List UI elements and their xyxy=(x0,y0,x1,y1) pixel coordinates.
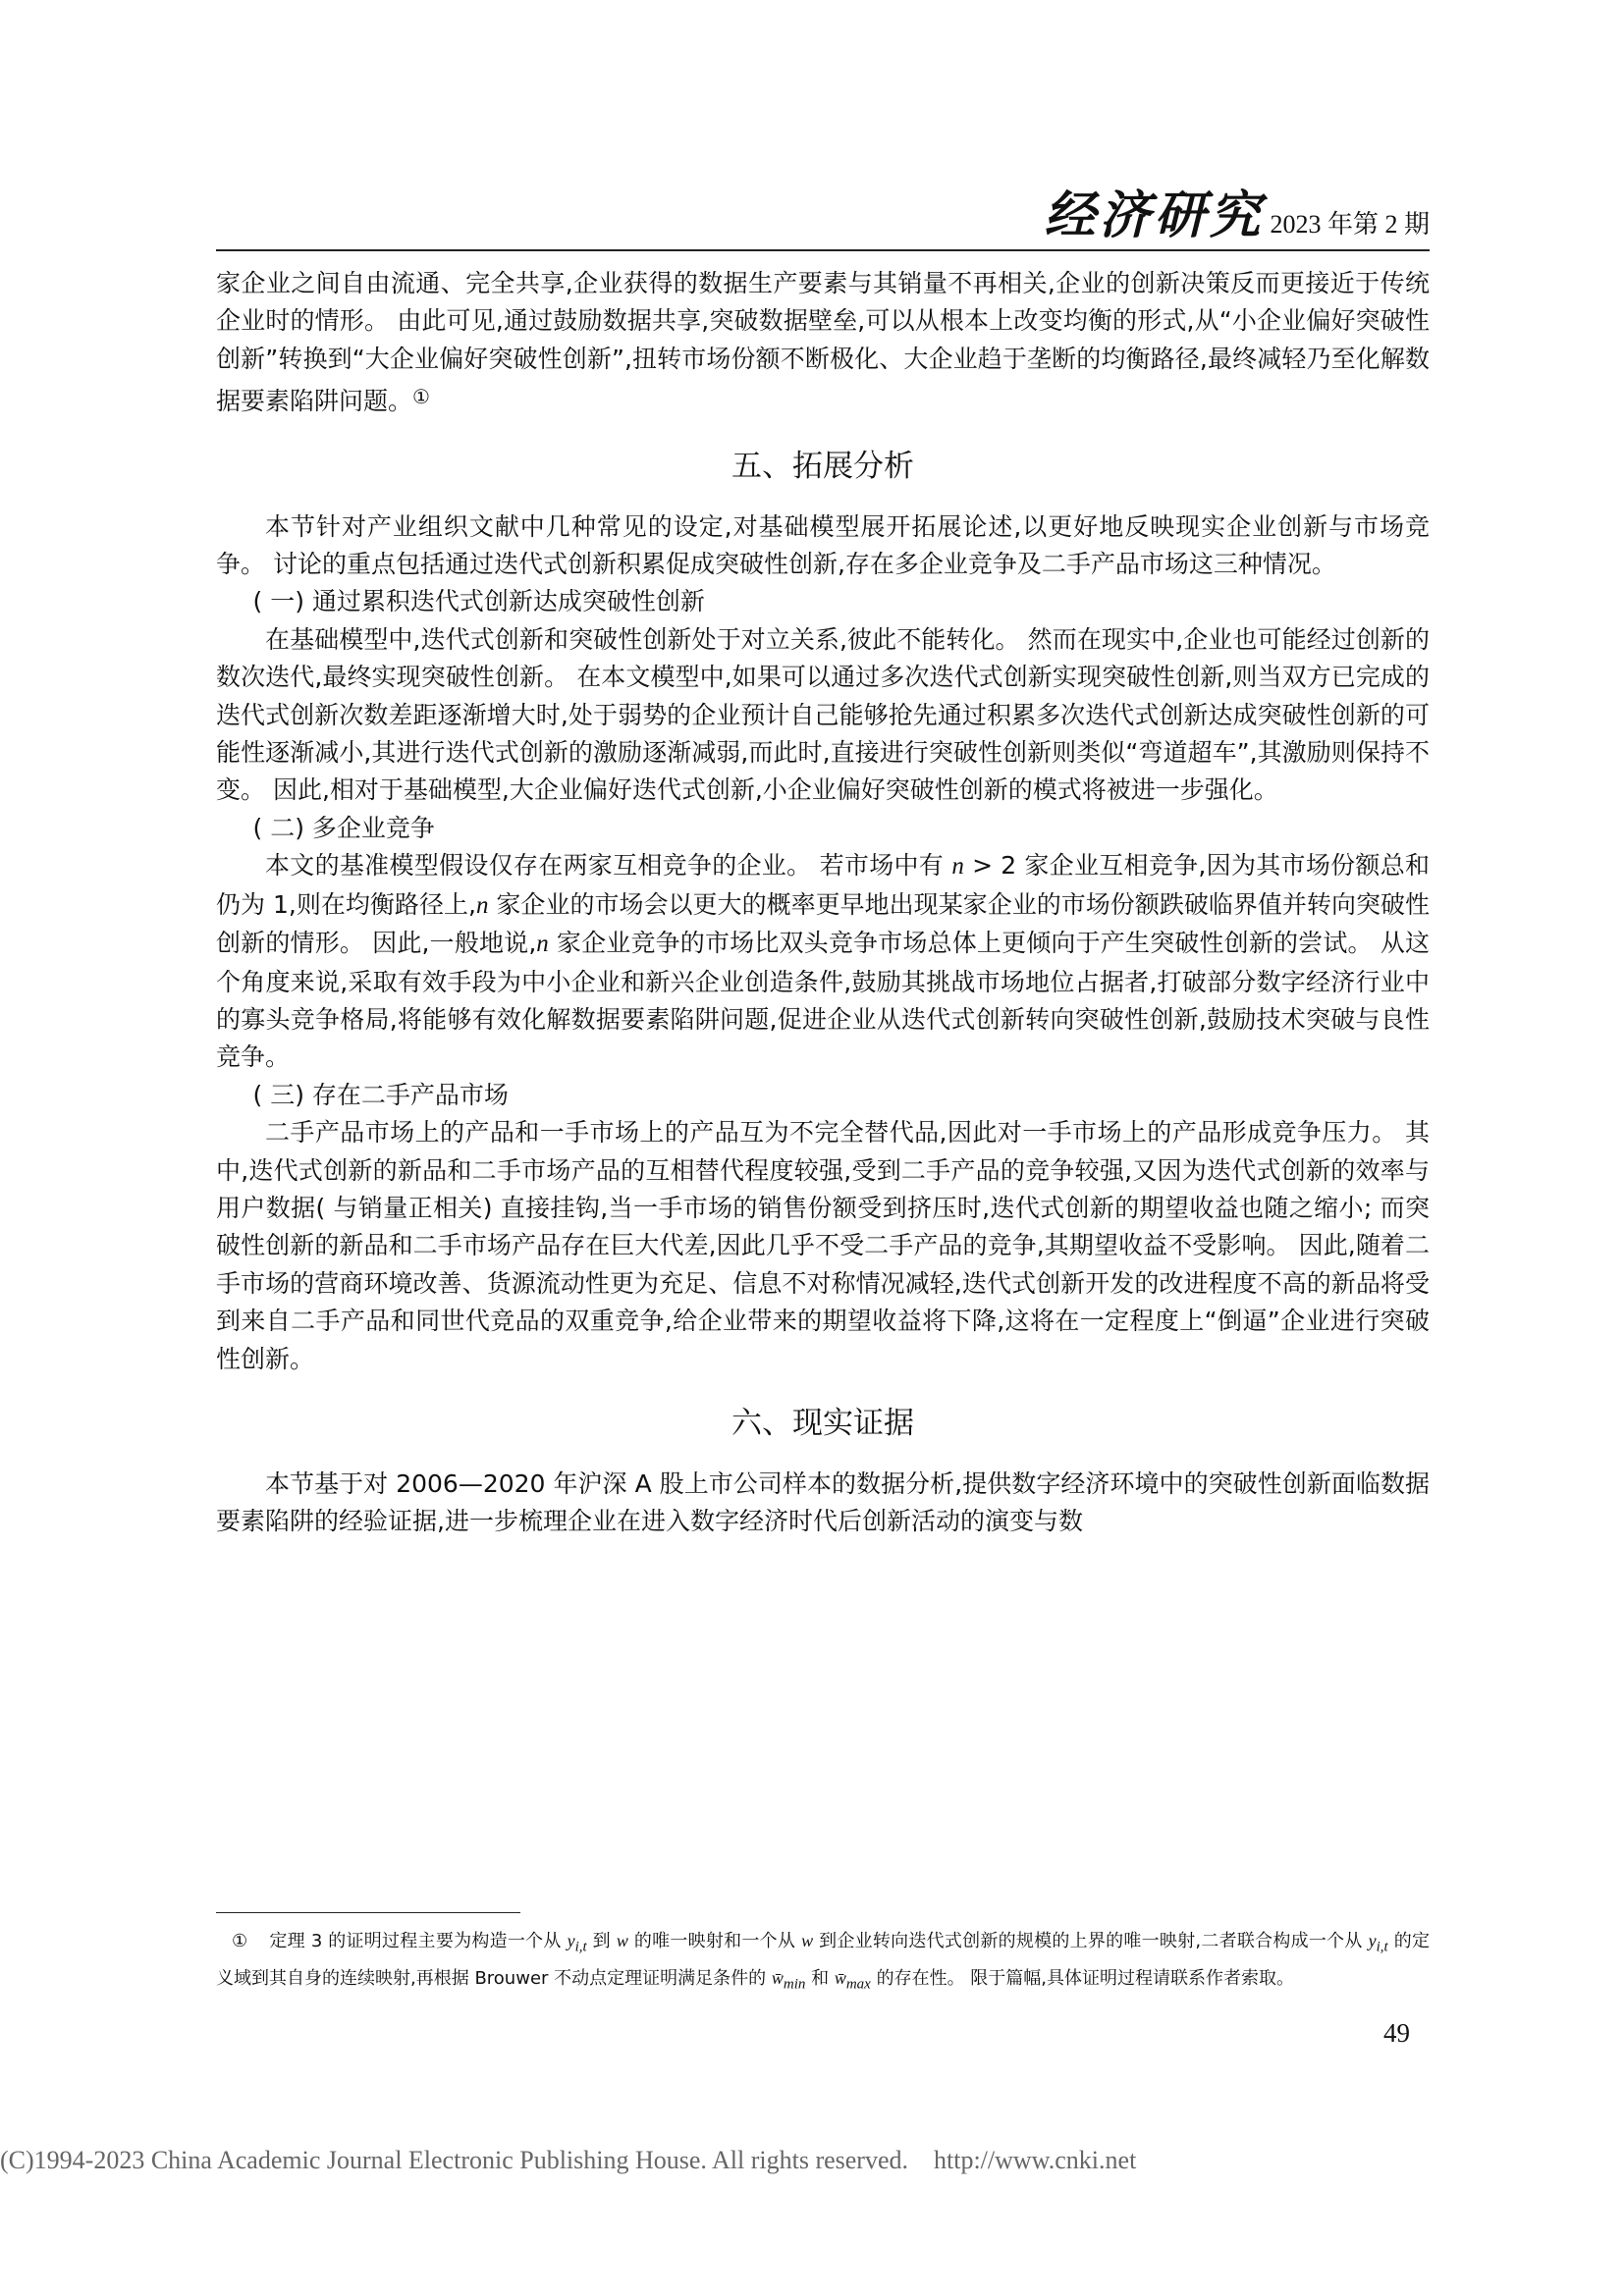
copyright-line xyxy=(0,2146,1375,2175)
paragraph: 二手产品市场上的产品和一手市场上的产品互为不完全替代品,因此对一手市场上的产品形成竞争压力。 其中,迭代式创新的新品和二手市场产品的互相替代程度较强,受到二手产品的竞争较强,又因为迭代式创新的效率与用户数据( 与销量正相关) 直接挂钩,当一手市场的销售份额受到挤压时,迭代式创新的期望收益也随之缩小; 而突破性创新的新品和二手市场产品存在巨大代差,因此几乎不受二手产品的竞争,其期望收益不受影响。 因此,随着二手市场的营商环境改善、货源流动性更为充足、信息不对称情况减轻,迭代式创新开发的改进程度不高的新品将受到来自二手产品和同世代竞品的双重竞争,给企业带来的期望收益将下降,这将在一定程度上“倒逼”企业进行突破性创新。 xyxy=(216,1118,1430,1373)
math-symbol: w̄ xyxy=(771,1967,784,1988)
paragraph xyxy=(216,265,1430,421)
math-subscript: min xyxy=(783,1976,806,1993)
text-run: 定理 3 的证明过程主要为构造一个从 xyxy=(269,1931,568,1951)
paragraph: 本节针对产业组织文献中几种常见的设定,对基础模型展开拓展论述,以更好地反映现实企业创新与市场竞争。 讨论的重点包括通过迭代式创新积累促成突破性创新,存在多企业竞争及二手产品市场这三种情况。 xyxy=(216,511,1430,579)
page-number: 49 xyxy=(1383,2018,1410,2048)
text-run: 家企业竞争的市场比双头竞争市场总体上更倾向于产生突破性创新的尝试。 从这个角度来说,采取有效手段为中小企业和新兴企业创造条件,鼓励其挑战市场地位占据者,打破部分数字经济行业中的寡头竞争格局,将能够有效化解数据要素陷阱问题,促进企业从迭代式创新转向突破性创新,鼓励技术突破与良性竞争。 xyxy=(216,929,1430,1072)
issue-info: 2023 年第 2 期 xyxy=(1270,210,1430,239)
math-variable: n xyxy=(536,931,549,958)
math-variable xyxy=(771,1967,806,1993)
text-run: 本文的基准模型假设仅存在两家互相竞争的企业。 若市场中有 xyxy=(265,851,952,881)
running-header xyxy=(1044,187,1430,245)
paragraph-text: 家企业之间自由流通、完全共享,企业获得的数据生产要素与其销量不再相关,企业的创新决策反而更接近于传统企业时的情形。 由此可见,通过鼓励数据共享,突破数据壁垒,可以从根本上改变均衡的形式,从“小企业偏好突破性创新”转换到“大企业偏好突破性创新”,扭转市场份额不断极化、大企业趋于垄断的均衡路径,最终减轻乃至化解数据要素陷阱问题。 xyxy=(216,269,1430,416)
math-variable: n xyxy=(475,891,489,919)
footnote xyxy=(216,1926,1430,2000)
section-heading: 六、现实证据 xyxy=(731,1405,914,1441)
math-subscript: i,t xyxy=(1376,1939,1388,1955)
body-text xyxy=(216,265,1430,1541)
math-symbol: y xyxy=(567,1931,575,1950)
subsection-heading: ( 二) 多企业竞争 xyxy=(252,813,435,842)
text-run: 到 xyxy=(586,1931,617,1951)
math-symbol: w̄ xyxy=(834,1967,846,1988)
math-subscript: i,t xyxy=(574,1939,587,1955)
copyright-url[interactable]: http://www.cnki.net xyxy=(934,2146,1137,2174)
math-variable: w xyxy=(801,1931,814,1950)
text-run: > 2 家企业互相竞争,因为其市场份额总和仍为 1,则在均衡路径上, xyxy=(216,851,1430,919)
footnotes xyxy=(216,1926,1430,2000)
math-variable xyxy=(567,1931,587,1955)
paragraph: 在基础模型中,迭代式创新和突破性创新处于对立关系,彼此不能转化。 然而在现实中,企业也可能经过创新的数次迭代,最终实现突破性创新。 在本文模型中,如果可以通过多次迭代式创新实现突破性创新,则当双方已完成的迭代式创新次数差距逐渐增大时,处于弱势的企业预计自己能够抢先通过积累多次迭代式创新达成突破性创新的可能性逐渐减小,其进行迭代式创新的激励逐渐减弱,而此时,直接进行突破性创新则类似“弯道超车”,其激励则保持不变。 因此,相对于基础模型,大企业偏好迭代式创新,小企业偏好突破性创新的模式将被进一步强化。 xyxy=(216,624,1430,805)
footnote-rule xyxy=(216,1912,520,1913)
paragraph xyxy=(216,847,1430,1076)
math-symbol: y xyxy=(1368,1931,1377,1950)
math-variable: n xyxy=(951,853,964,881)
section-heading: 五、拓展分析 xyxy=(731,448,914,484)
math-variable xyxy=(1368,1931,1388,1955)
subsection-heading: ( 三) 存在二手产品市场 xyxy=(252,1080,509,1109)
subsection-heading: ( 一) 通过累积迭代式创新达成突破性创新 xyxy=(252,587,705,616)
text-run: 的存在性。 限于篇幅,具体证明过程请联系作者索取。 xyxy=(870,1967,1295,1989)
math-subscript: max xyxy=(845,1976,871,1993)
math-variable: w xyxy=(616,1931,628,1950)
text-run: 的定义域到其自身的连续映射,再根据 Brouwer 不动点定理证明满足条件的 xyxy=(216,1931,1430,1989)
text-run: 到企业转向迭代式创新的规模的上界的唯一映射,二者联合构成一个从 xyxy=(813,1931,1369,1951)
journal-logo: 经济研究 xyxy=(1044,186,1265,245)
text-run: 和 xyxy=(805,1967,835,1989)
math-variable xyxy=(834,1967,871,1993)
paragraph: 本节基于对 2006—2020 年沪深 A 股上市公司样本的数据分析,提供数字经济环境中的突破性创新面临数据要素陷阱的经验证据,进一步梳理企业在进入数字经济时代后创新活动的演变与数 xyxy=(216,1468,1430,1536)
text-run: 家企业的市场会以更大的概率更早地出现某家企业的市场份额跌破临界值并转向突破性创新的情形。 因此,一般地说, xyxy=(216,889,1431,958)
header-rule xyxy=(216,249,1430,251)
text-run: 的唯一映射和一个从 xyxy=(627,1931,802,1951)
copyright-text: (C)1994-2023 China Academic Journal Electronic Publishing House. All rights reserved. xyxy=(0,2146,908,2174)
footnote-number: ① xyxy=(232,1931,248,1951)
footnote-marker: ① xyxy=(412,385,430,409)
